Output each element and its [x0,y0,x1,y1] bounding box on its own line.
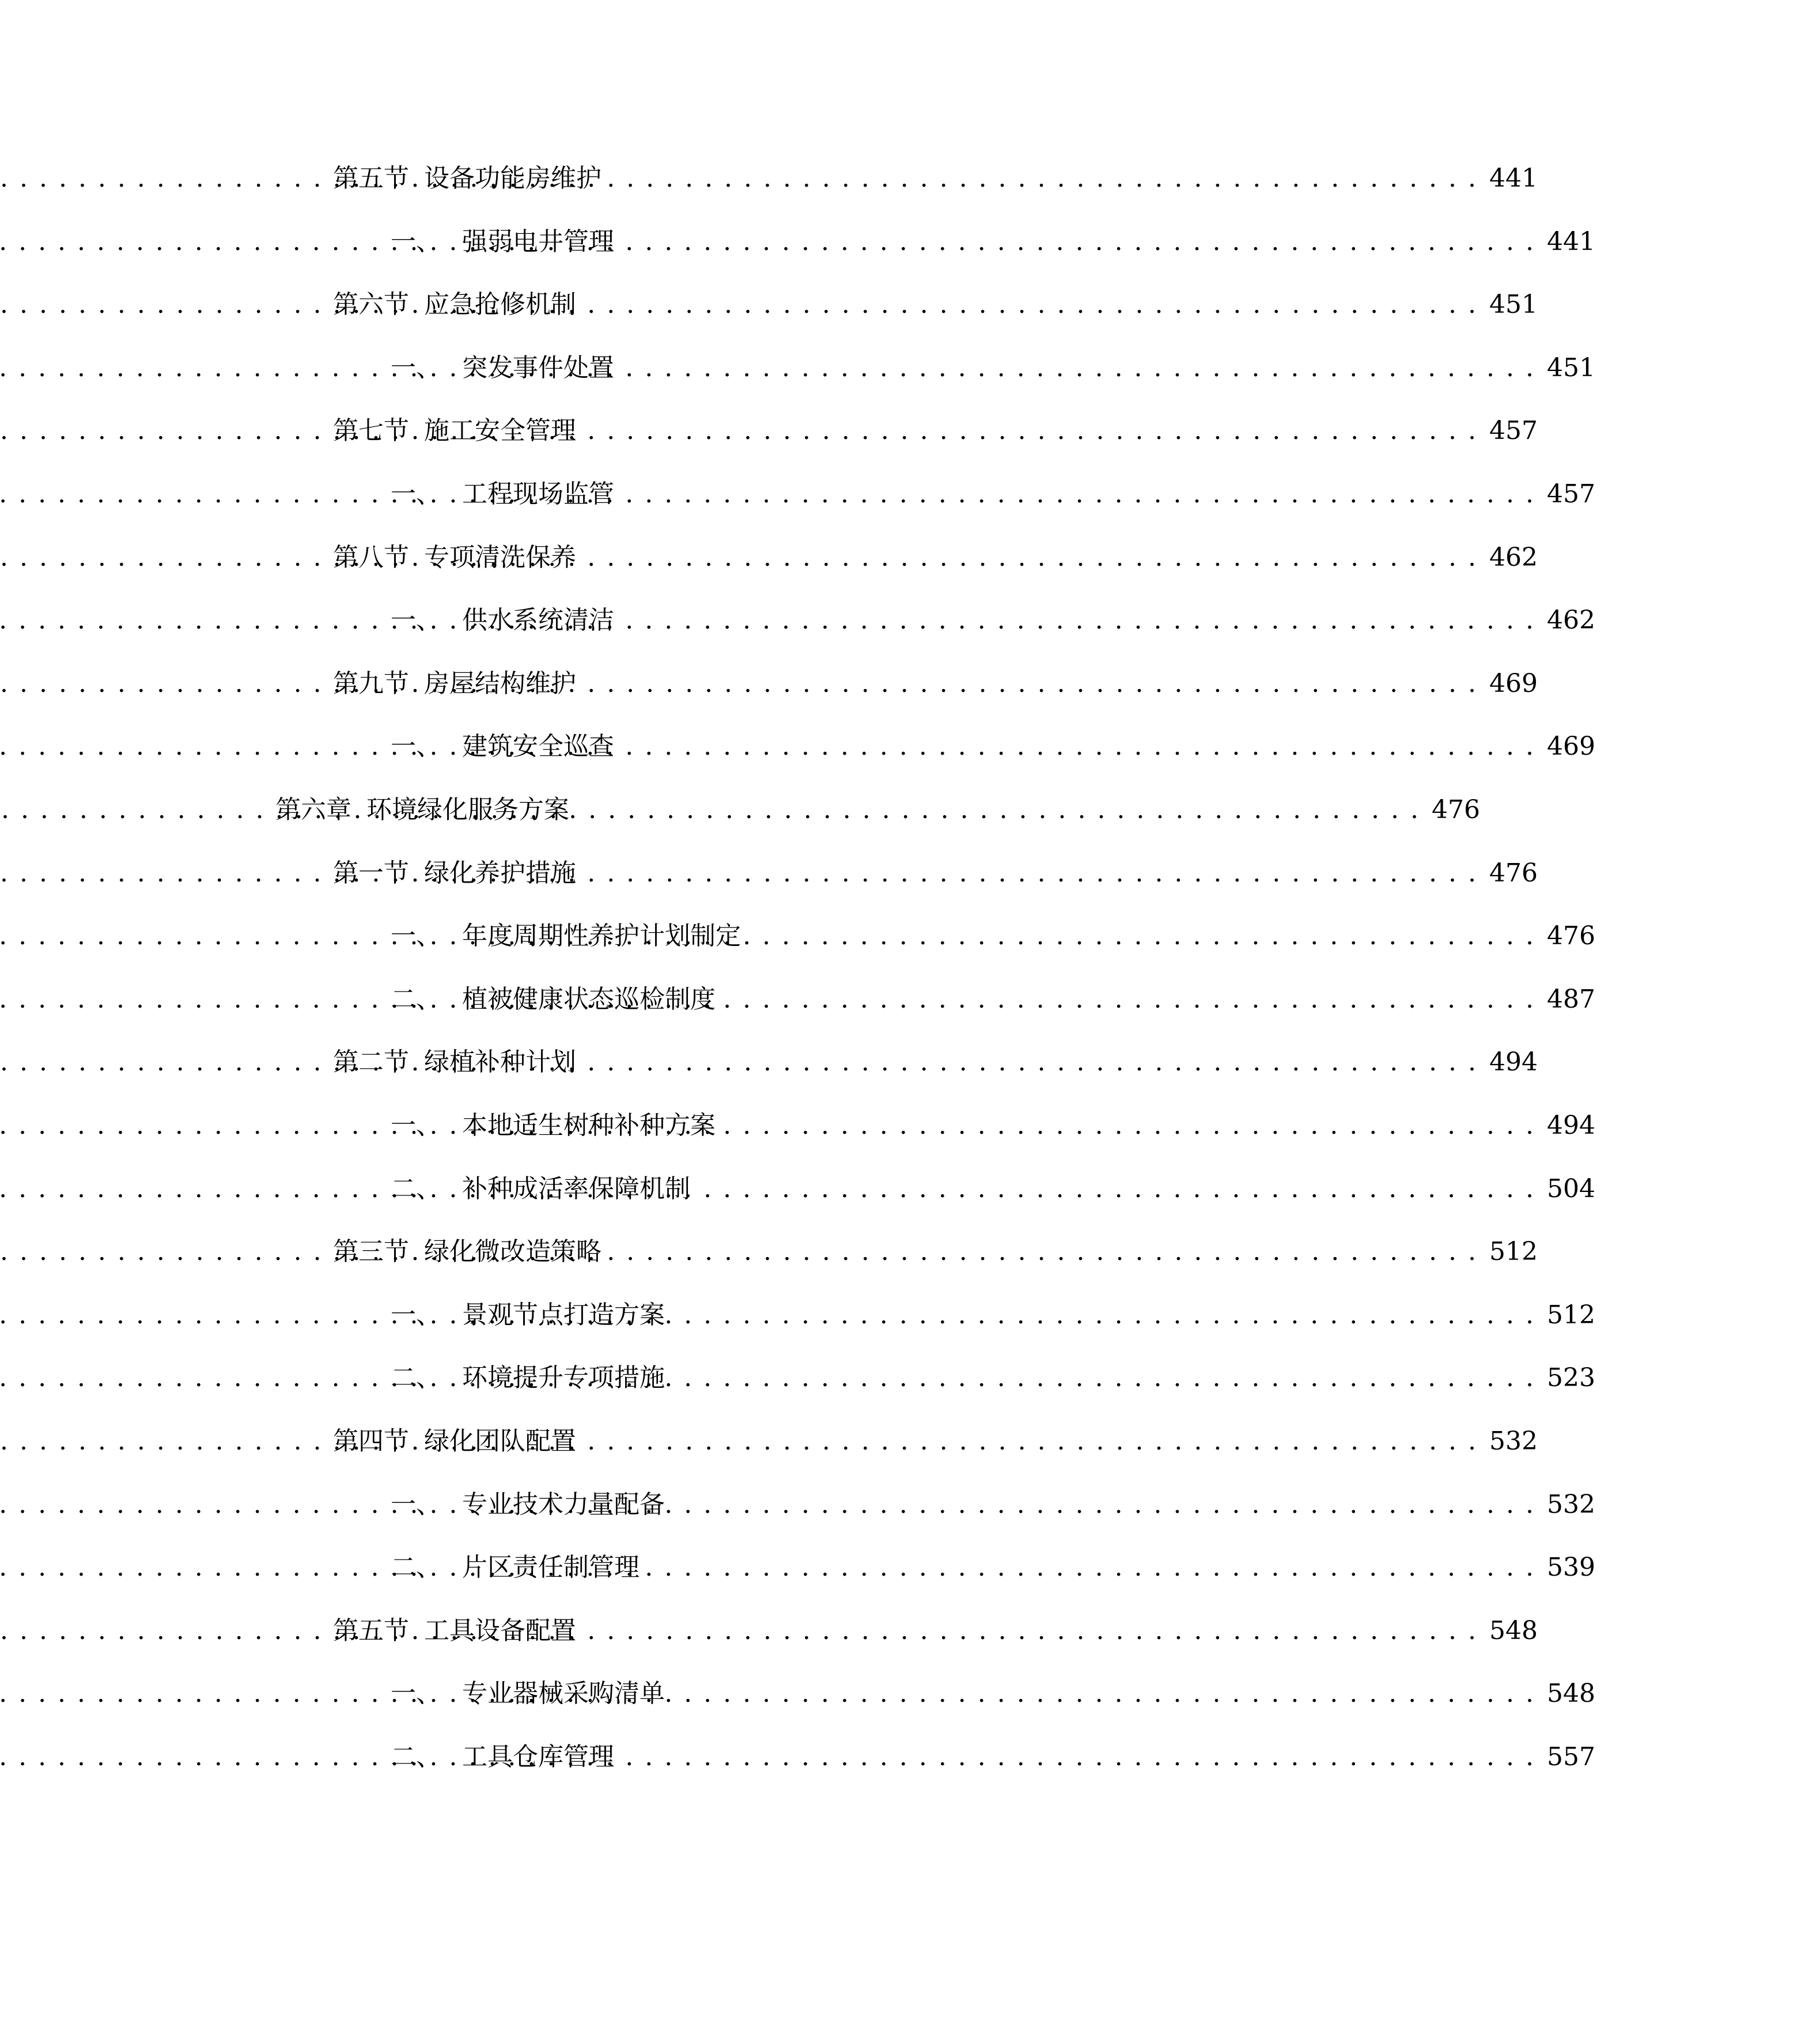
toc-entry[interactable] [0,1229,1762,1275]
toc-entry-number: 一、 [391,1300,441,1330]
toc-entry-page-number: 512 [1489,1237,1538,1266]
toc-entry-number: 二、 [391,1742,441,1772]
toc-entry[interactable] [0,471,1820,517]
toc-entry[interactable] [0,535,1762,581]
toc-dot-leader [620,345,1535,391]
toc-dot-leader [582,535,1478,581]
toc-entry-title: 补种成活率保障机制 [462,1174,690,1203]
toc-entry-page-number: 487 [1547,985,1595,1014]
toc-entry[interactable] [0,1039,1762,1085]
toc-entry[interactable] [0,661,1762,707]
toc-entry-title: 房屋结构维护 [424,669,576,698]
toc-dot-leader [747,913,1535,959]
toc-entry-page-number: 476 [1489,858,1538,888]
toc-entry[interactable] [0,787,1705,833]
toc-entry-title: 绿化微改造策略 [424,1237,601,1266]
toc-entry-title: 建筑安全巡查 [462,732,614,761]
toc-dot-leader [582,282,1478,328]
toc-entry-page-number: 451 [1489,290,1538,319]
toc-dot-leader [671,1482,1535,1528]
toc-dot-leader [582,850,1478,896]
toc-entry-page-number: 523 [1547,1363,1595,1392]
toc-entry[interactable] [0,1671,1820,1717]
toc-entry-title: 应急抢修机制 [424,290,576,319]
toc-entry[interactable] [0,219,1820,265]
toc-entry[interactable] [0,850,1762,896]
toc-entry-title: 工程现场监管 [462,479,614,509]
toc-entry-page-number: 504 [1547,1174,1595,1203]
toc-entry-number: 第四节 [333,1426,409,1456]
toc-dot-leader [645,1545,1535,1591]
toc-entry-title: 环境提升专项措施 [462,1363,665,1392]
toc-entry[interactable] [0,1545,1820,1591]
toc-entry-page-number: 494 [1489,1047,1538,1077]
toc-entry-title: 专业技术力量配备 [462,1490,665,1519]
toc-entry-page-number: 457 [1489,416,1538,445]
toc-entry[interactable] [0,345,1820,391]
toc-dot-leader [582,408,1478,454]
toc-entry-page-number: 557 [1547,1742,1595,1772]
toc-entry-title: 设备功能房维护 [424,164,601,193]
toc-entry-page-number: 539 [1547,1553,1595,1582]
toc-entry[interactable] [0,1103,1820,1149]
toc-entry-title: 突发事件处置 [462,353,614,383]
toc-entry-number: 一、 [391,921,441,951]
toc-entry-title: 工具设备配置 [424,1616,576,1645]
toc-dot-leader [721,1103,1535,1149]
toc-dot-leader [582,1608,1478,1654]
toc-entry-page-number: 462 [1547,605,1595,635]
toc-entry[interactable] [0,1734,1820,1780]
toc-dot-leader [671,1355,1535,1401]
toc-entry-page-number: 476 [1432,795,1480,824]
toc-entry-page-number: 469 [1489,669,1538,698]
toc-entry[interactable] [0,913,1820,959]
toc-entry-number: 一、 [391,353,441,383]
toc-entry-page-number: 451 [1547,353,1595,383]
toc-entry[interactable] [0,1292,1820,1338]
toc-entry-page-number: 532 [1547,1490,1595,1519]
toc-entry-title: 专业器械采购清单 [462,1679,665,1708]
toc-entry[interactable] [0,282,1762,328]
toc-entry-page-number: 441 [1489,164,1538,193]
toc-entry-number: 一、 [391,479,441,509]
toc-entry-number: 第二节 [333,1047,409,1077]
toc-entry-number: 一、 [391,227,441,256]
toc-entry-page-number: 457 [1547,479,1595,509]
toc-entry-number: 第九节 [333,669,409,698]
toc-entry-title: 景观节点打造方案 [462,1300,665,1330]
toc-entry-number: 二、 [391,985,441,1014]
toc-entry-page-number: 512 [1547,1300,1595,1330]
toc-entry[interactable] [0,1418,1762,1464]
toc-dot-leader [620,471,1535,517]
toc-entry-number: 二、 [391,1553,441,1582]
toc-dot-leader [582,1418,1478,1464]
toc-entry-number: 第八节 [333,543,409,572]
toc-entry-number: 第七节 [333,416,409,445]
toc-dot-leader [575,787,1420,833]
toc-dot-leader [607,156,1478,202]
toc-entry[interactable] [0,156,1762,202]
toc-entry[interactable] [0,1355,1820,1401]
toc-entry-number: 第三节 [333,1237,409,1266]
toc-entry-page-number: 441 [1547,227,1595,256]
toc-entry-title: 本地适生树种补种方案 [462,1111,716,1140]
toc-entry[interactable] [0,1166,1820,1212]
toc-entry-number: 一、 [391,732,441,761]
toc-entry-title: 专项清洗保养 [424,543,576,572]
toc-entry-title: 绿化养护措施 [424,858,576,888]
toc-entry-number: 一、 [391,1679,441,1708]
toc-entry-page-number: 494 [1547,1111,1595,1140]
toc-entry-number: 第六节 [333,290,409,319]
toc-entry-page-number: 476 [1547,921,1595,951]
toc-entry-number: 一、 [391,605,441,635]
toc-dot-leader [671,1292,1535,1338]
toc-entry-page-number: 462 [1489,543,1538,572]
toc-entry-title: 年度周期性养护计划制定 [462,921,741,951]
toc-entry-title: 工具仓库管理 [462,1742,614,1772]
toc-entry-title: 绿植补种计划 [424,1047,576,1077]
toc-entry[interactable] [0,724,1820,770]
toc-entry-title: 强弱电井管理 [462,227,614,256]
toc-entry-title: 施工安全管理 [424,416,576,445]
toc-dot-leader [582,1039,1478,1085]
toc-dot-leader [721,977,1535,1023]
toc-dot-leader [696,1166,1535,1212]
toc-dot-leader [620,724,1535,770]
toc-entry-number: 第一节 [333,858,409,888]
toc-entry-title: 环境绿化服务方案 [366,795,569,824]
toc-entry-number: 第五节 [333,1616,409,1645]
toc-entry-title: 片区责任制管理 [462,1553,640,1582]
toc-entry-number: 二、 [391,1174,441,1203]
toc-entry[interactable] [0,1608,1762,1654]
toc-entry-page-number: 548 [1547,1679,1595,1708]
toc-entry-title: 植被健康状态巡检制度 [462,985,716,1014]
toc-entry-number: 二、 [391,1363,441,1392]
toc-entry-page-number: 469 [1547,732,1595,761]
toc-entry-title: 绿化团队配置 [424,1426,576,1456]
toc-entry-page-number: 532 [1489,1426,1538,1456]
toc-entry[interactable] [0,1482,1820,1528]
toc-dot-leader [671,1671,1535,1717]
toc-dot-leader [607,1229,1478,1275]
toc-entry-number: 第五节 [333,164,409,193]
toc-dot-leader [620,597,1535,644]
toc-dot-leader [620,219,1535,265]
toc-dot-leader [582,661,1478,707]
toc-entry-number: 一、 [391,1490,441,1519]
toc-entry-number: 一、 [391,1111,441,1140]
toc-entry[interactable] [0,977,1820,1023]
toc-dot-leader [620,1734,1535,1780]
toc-entry-title: 供水系统清洁 [462,605,614,635]
toc-entry-number: 第六章 [275,795,351,824]
toc-entry-page-number: 548 [1489,1616,1538,1645]
toc-entry[interactable] [0,408,1762,454]
toc-entry[interactable] [0,597,1820,644]
